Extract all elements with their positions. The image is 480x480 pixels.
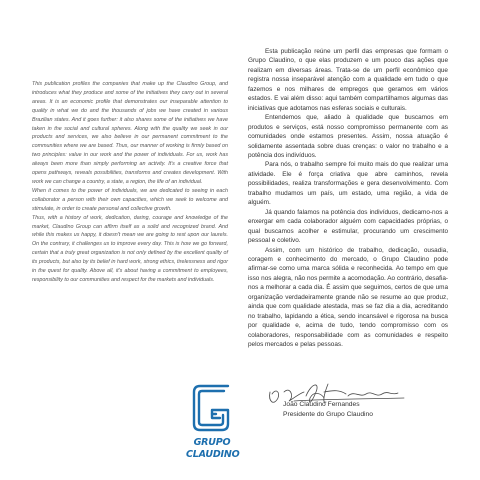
logo-text-grupo: GRUPO [193, 437, 231, 448]
signatory-name: João Claudino Fernandes [283, 401, 360, 408]
portuguese-paragraph-3: Para nós, o trabalho sempre foi muito mais do que realizar uma atividade. Ele é força criativa que abre caminhos, revela possibilidades, realiza transformações e gera desenvolvimento. Com trabalho mudamos um país, um estado, uma região, a vida de alguém. [248, 161, 448, 207]
logo-text-claudino: CLAUDINO [186, 449, 240, 460]
portuguese-paragraph-5: Assim, com um histórico de trabalho, dedicação, ousadia, coragem e conhecimento do mercado, o Grupo Claudino pode afirmar-se como uma marca sólida e reconhecida. Ao tempo em que isso nos alegra, não nos permite a acomodação. Ao contrário, desafia-nos a melhorar a cada dia. É assim que seguimos, certos de que uma organização verdadeiramente grande não se resume ao que produz, ainda que com qualidade atestada, mas se faz dia a dia, acreditando no trabalho, lapidando a ética, sendo incansável e rigorosa na busca por qualidade e, acima de tudo, tendo compromisso com os colaboradores, responsabilidade com as comunidades e respeito pelos mercados e pelas pessoas. [248, 246, 449, 349]
english-paragraph-3: Thus, with a history of work, dedication, daring, courage and knowledge of the market, Claudino Group can affirm itself as a solid and recognized brand. And while this makes us happy, it doesn't mean we are going to rest upon our laurels. On the contrary, it challenges us to improve every day. This is how we go forward, certain that a truly great organization is not only defined by the excellent quality of its products, but also by its belief in hard work, strong ethics, tirelessness and rigor in the quest for quality. Above all, it's about having a commitment to employees, responsibility to our communities and respect for the markets and individuals. [32, 214, 228, 283]
portuguese-paragraph-1: Esta publicação reúne um perfil das empresas que formam o Grupo Claudino, o que elas produzem e um pouco das ações que realizam em diversas áreas. Trata-se de um perfil econômico que registra nossa inseparável atenção com a qualidade em tudo o que fazemos e nos milhares de empregos que geramos em vários estados. E vai além disso: aqui também compartilhamos algumas das iniciativas que adotamos nas esferas sociais e culturais. [248, 48, 448, 112]
portuguese-paragraph-2: Entendemos que, aliado à qualidade que buscamos em produtos e serviços, está nosso compromisso permanente com as comunidades onde estamos presentes. Assim, nossa atuação é solidamente assentada sobre duas crenças: o valor no trabalho e a potência dos indivíduos. [248, 114, 448, 159]
english-text-column [32, 80, 228, 285]
english-paragraph-2: When it comes to the power of individuals, we are dedicated to seeing in each collaborator a person with their own capacities, which we seek to welcome and stimulate, in order to create personal and collective growth. [32, 187, 228, 212]
portuguese-paragraph-4: Já quando falamos na potência dos indivíduos, dedicamo-nos a enxergar em cada colaborador alguém com capacidades próprias, o qual buscamos acolher e estimular, procurando um crescimento pessoal e coletivo. [248, 208, 448, 245]
signatory-block [283, 400, 443, 420]
portuguese-text-column [248, 47, 448, 350]
signatory-title: Presidente do Grupo Claudino [283, 410, 373, 418]
english-paragraph-1: This publication profiles the companies that make up the Claudino Group, and introduces what they produce and some of the initiatives they carry out in several areas. It is an economic profile that demonstrates our inseparable attention to quality in what we do and the thousands of jobs we have created in various Brazilian states. And it goes further: it also shares some of the initiatives we have taken in the social and cultural spheres. Along with the quality we seek in our products and services, we also believe in our permanent commitment to the communities where we are based. Thus, our manner of working is firmly based on two principles: value in our work and the power of individuals. For us, work has always been more than simply performing an activity. It's a creative force that opens pathways, reveals possibilities, transforms and creates development. With work we can change a country, a state, a region, the life of an individual. [32, 81, 228, 185]
